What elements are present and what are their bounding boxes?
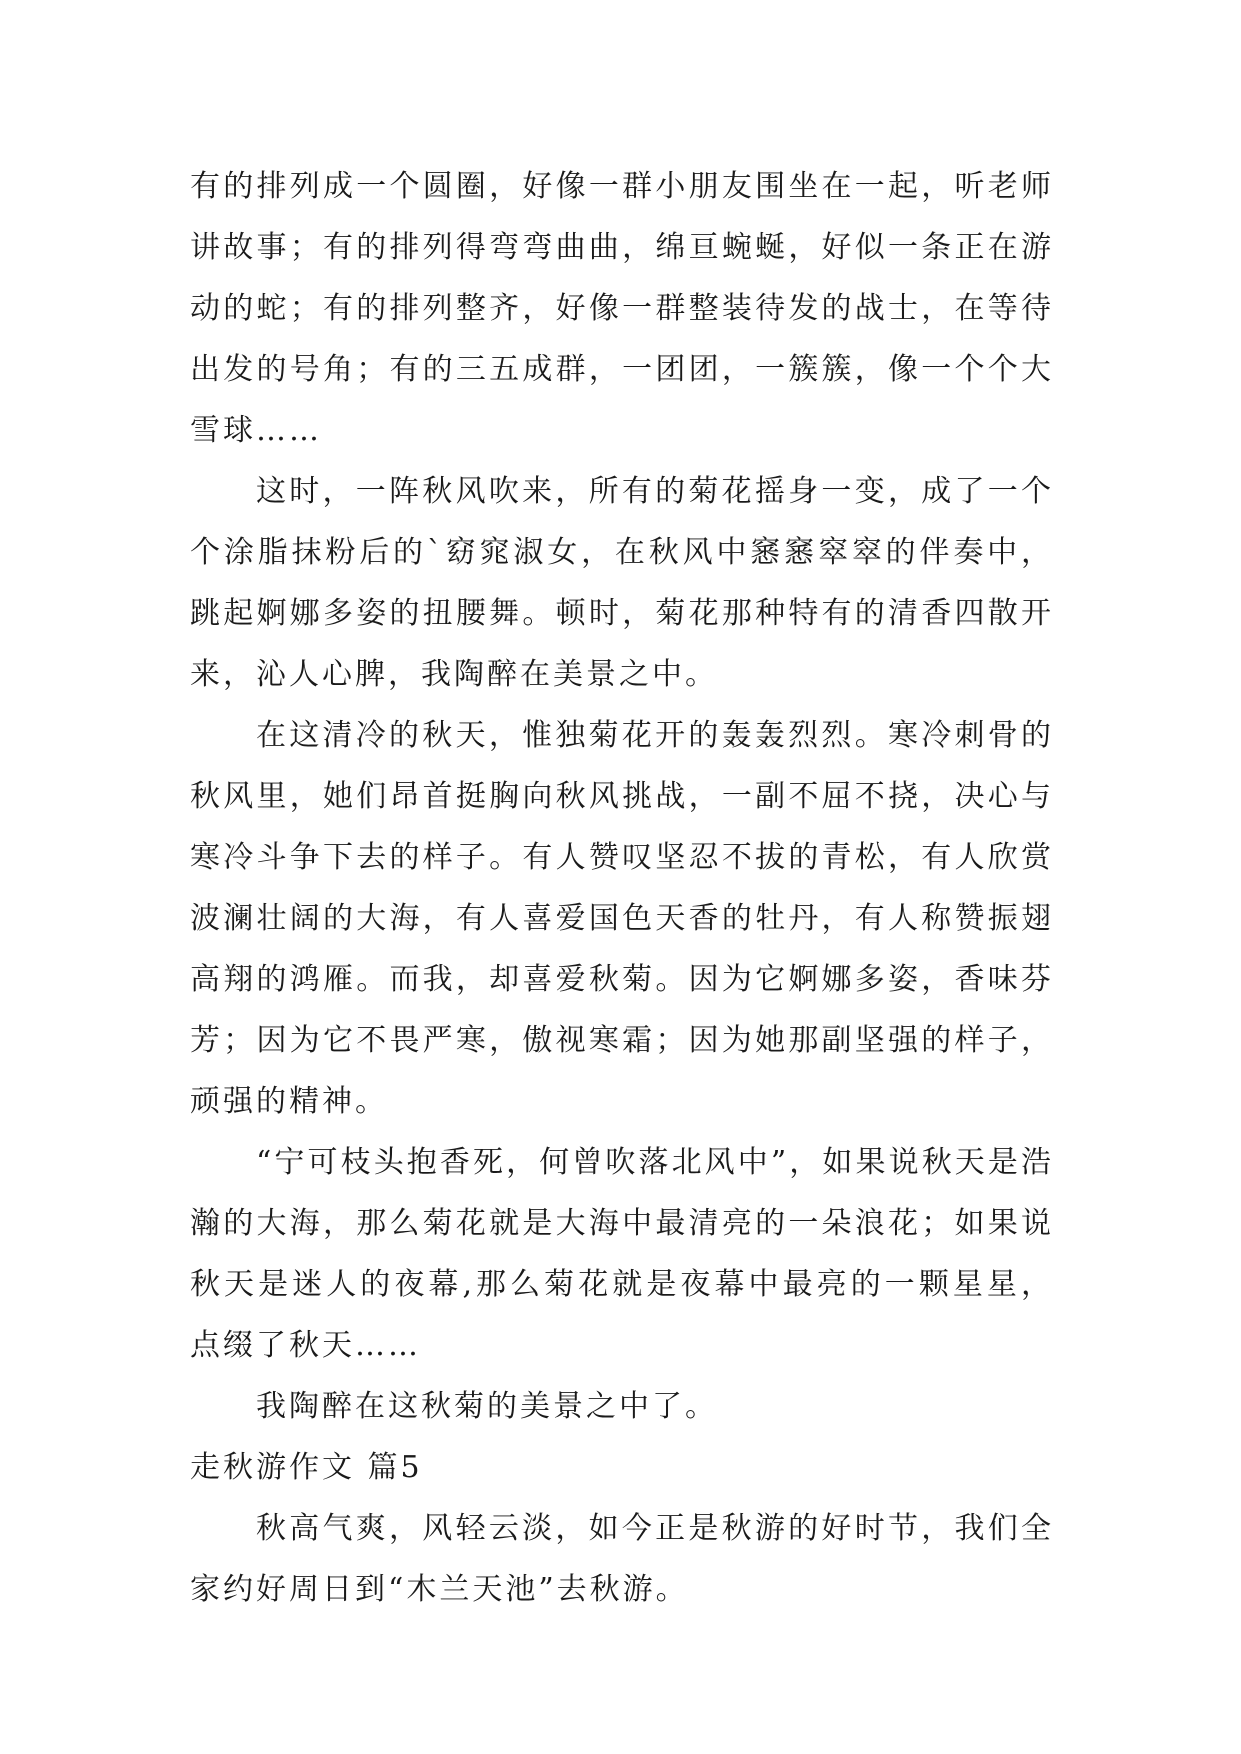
section-heading: 走秋游作文 篇5 bbox=[190, 1450, 423, 1485]
paragraph: 我陶醉在这秋菊的美景之中了。 bbox=[256, 1389, 718, 1424]
paragraph: 秋高气爽，风轻云淡，如今正是秋游的好时节，我们全家约好周日到“木兰天池”去秋游。 bbox=[190, 1511, 1054, 1607]
paragraph: 在这清冷的秋天，惟独菊花开的轰轰烈烈。寒冷刺骨的秋风里，她们昂首挺胸向秋风挑战，一副不屈不挠，决心与寒冷斗争下去的样子。有人赞叹坚忍不拔的青松，有人欣赏波澜壮阔的大海，有人喜爱国色天香的牡丹，有人称赞振翅高翔的鸿雁。而我，却喜爱秋菊。因为它婀娜多姿，香味芬芳；因为它不畏严寒，傲视寒霜；因为她那副坚强的样子，顽强的精神。 bbox=[190, 718, 1054, 1119]
document-body bbox=[190, 156, 1054, 1620]
paragraph: 这时，一阵秋风吹来，所有的菊花摇身一变，成了一个个涂脂抹粉后的`窈窕淑女，在秋风中窸窸窣窣的伴奏中，跳起婀娜多姿的扭腰舞。顿时，菊花那种特有的清香四散开来，沁人心脾，我陶醉在美景之中。 bbox=[190, 474, 1054, 692]
paragraph-continuation: 有的排列成一个圆圈，好像一群小朋友围坐在一起，听老师讲故事；有的排列得弯弯曲曲，绵亘蜿蜒，好似一条正在游动的蛇；有的排列整齐，好像一群整装待发的战士，在等待出发的号角；有的三五成群，一团团，一簇簇，像一个个大雪球…… bbox=[190, 169, 1054, 448]
paragraph-poem-quote: “宁可枝头抱香死，何曾吹落北风中”，如果说秋天是浩瀚的大海，那么菊花就是大海中最清亮的一朵浪花；如果说秋天是迷人的夜幕,那么菊花就是夜幕中最亮的一颗星星，点缀了秋天…… bbox=[190, 1145, 1054, 1363]
